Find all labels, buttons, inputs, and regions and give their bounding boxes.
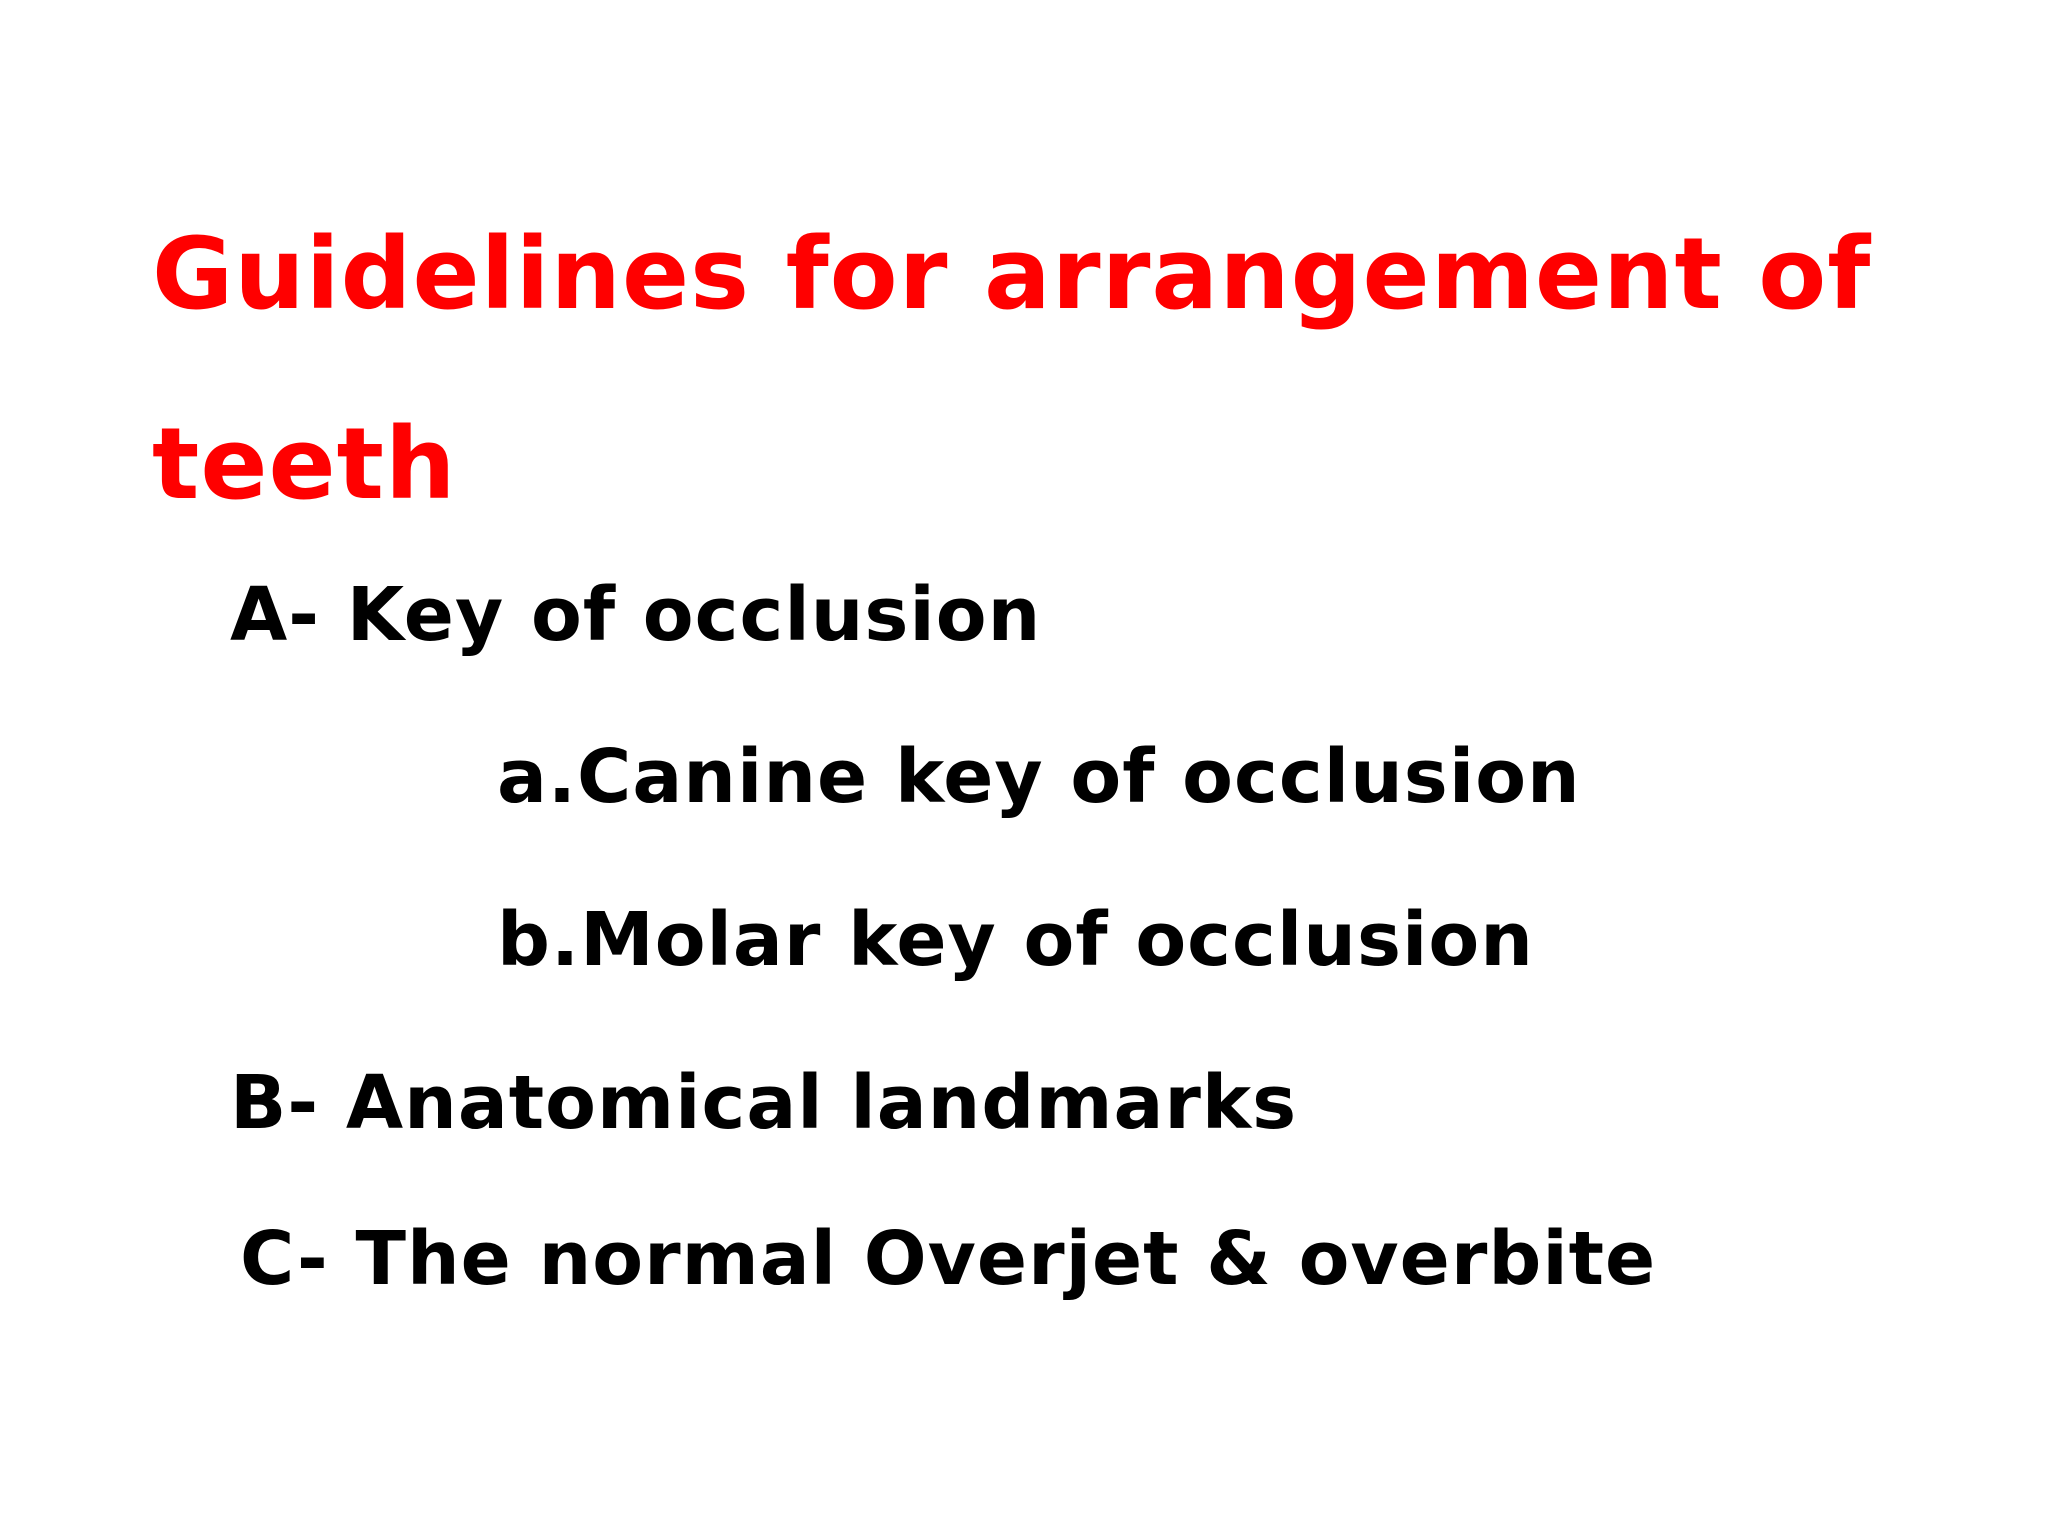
list-subitem-canine-key: a.Canine key of occlusion: [497, 734, 1581, 820]
list-item-overjet-overbite: C- The normal Overjet & overbite: [240, 1216, 1657, 1302]
list-subitem-molar-key: b.Molar key of occlusion: [497, 897, 1534, 983]
list-item-anatomical-landmarks: B- Anatomical landmarks: [230, 1060, 1298, 1146]
slide-title: Guidelines for arrangement of teeth: [152, 217, 1872, 522]
list-item-key-of-occlusion: A- Key of occlusion: [230, 572, 1042, 658]
